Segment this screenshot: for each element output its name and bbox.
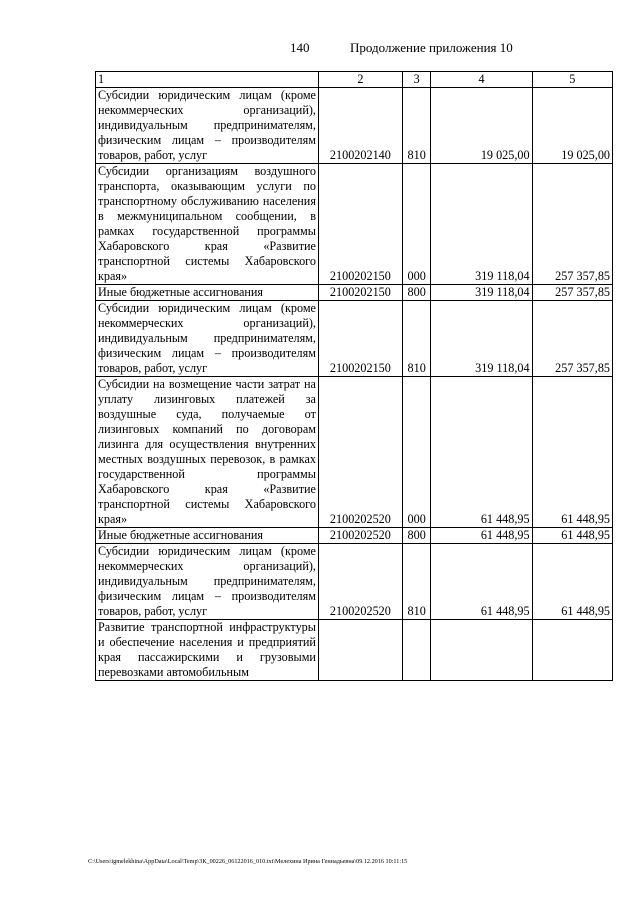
column-header-1: 1 [96,72,319,88]
file-path-footer: C:\Users\igmelekhina\AppData\Local\Temp\ЗК_00226_06122016_010.txt\Мелехина Ирина Геннадьевна\09.12.2016 10:11:15 [88,858,408,865]
row-sum-2: 61 448,95 [532,377,612,528]
row-vr: 800 [402,528,431,544]
row-name [96,285,319,301]
row-name-text: Иные бюджетные ассигнования [98,528,264,542]
row-vr: 800 [402,285,431,301]
row-name-text: Развитие транспортной инфраструктуры и обеспечение населения и предприятий края пассажирскими и грузовыми перевозками автомобильным [98,620,316,679]
row-vr: 810 [402,301,431,377]
table-row [96,528,613,544]
row-name [96,377,319,528]
table-row [96,301,613,377]
column-header-row [96,72,613,88]
row-vr: 000 [402,164,431,285]
table-row [96,164,613,285]
row-sum-1 [431,620,532,681]
row-name-text: Субсидии на возмещение части затрат на уплату лизинговых платежей за воздушные суда, получаемые от лизинговых компаний по договорам лизинга для осуществления внутренних местных воздушных перевозок, в рамках государственной программы Хабаровского края «Развитие транспортной системы Хабаровского края» [98,377,316,526]
row-sum-1: 319 118,04 [431,285,532,301]
row-sum-1: 319 118,04 [431,301,532,377]
row-sum-1: 61 448,95 [431,528,532,544]
table-row [96,285,613,301]
row-sum-2: 257 357,85 [532,301,612,377]
row-name [96,528,319,544]
page-number: 140 [290,40,310,55]
row-name [96,620,319,681]
row-name-text: Иные бюджетные ассигнования [98,285,264,299]
row-sum-2: 19 025,00 [532,88,612,164]
row-code: 2100202520 [318,544,402,620]
row-name-text: Субсидии юридическим лицам (кроме некоммерческих организаций), индивидуальным предпринимателям, физическим лицам – производителям товаров, работ, услуг [98,301,316,375]
row-sum-2: 61 448,95 [532,544,612,620]
table-row [96,544,613,620]
row-sum-1: 61 448,95 [431,377,532,528]
row-sum-1: 319 118,04 [431,164,532,285]
row-code: 2100202150 [318,164,402,285]
row-sum-2: 257 357,85 [532,285,612,301]
row-sum-1: 61 448,95 [431,544,532,620]
row-vr: 000 [402,377,431,528]
row-name-text: Субсидии юридическим лицам (кроме некоммерческих организаций), индивидуальным предпринимателям, физическим лицам – производителям товаров, работ, услуг [98,88,316,162]
row-code: 2100202140 [318,88,402,164]
row-sum-1: 19 025,00 [431,88,532,164]
row-name [96,164,319,285]
table-row [96,620,613,681]
column-header-5: 5 [532,72,612,88]
column-header-2: 2 [318,72,402,88]
row-sum-2 [532,620,612,681]
row-code: 2100202520 [318,377,402,528]
row-vr: 810 [402,88,431,164]
row-code [318,620,402,681]
row-vr: 810 [402,544,431,620]
table-row [96,88,613,164]
row-vr [402,620,431,681]
column-header-4: 4 [431,72,532,88]
table-row [96,377,613,528]
row-name-text: Субсидии организациям воздушного транспорта, оказывающим услуги по транспортному обслуживанию населения в межмуниципальном сообщении, в рамках государственной программы Хабаровского края «Развитие транспортной системы Хабаровского края» [98,164,316,283]
budget-table [95,71,613,681]
row-code: 2100202150 [318,301,402,377]
row-code: 2100202150 [318,285,402,301]
row-name [96,88,319,164]
appendix-continuation-title: Продолжение приложения 10 [350,40,513,55]
row-name [96,544,319,620]
row-sum-2: 61 448,95 [532,528,612,544]
row-name-text: Субсидии юридическим лицам (кроме некоммерческих организаций), индивидуальным предпринимателям, физическим лицам – производителям товаров, работ, услуг [98,544,316,618]
row-code: 2100202520 [318,528,402,544]
row-name [96,301,319,377]
row-sum-2: 257 357,85 [532,164,612,285]
column-header-3: 3 [402,72,431,88]
